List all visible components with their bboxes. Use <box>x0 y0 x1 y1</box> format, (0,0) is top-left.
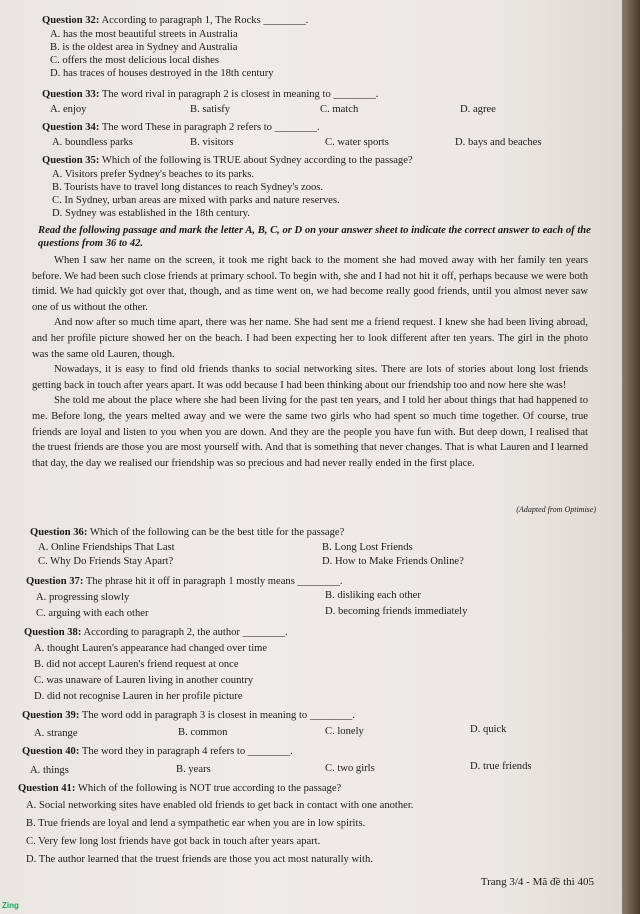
q34-option-c: C. water sports <box>325 137 389 148</box>
q37-option-d: D. becoming friends immediately <box>325 606 468 617</box>
page-footer: Trang 3/4 - Mã đề thi 405 <box>480 876 594 888</box>
q36-option-c: C. Why Do Friends Stay Apart? <box>38 556 174 567</box>
q32-stem: Question 32: According to paragraph 1, The Rocks ________. <box>42 15 309 26</box>
passage-paragraph-3: Nowadays, it is easy to find old friends thanks to social networking sites. There are lots of stories about long lost friends getting back in touch after years apart. It was odd because I had been thinking about our friendship too and now here she was! <box>32 364 588 391</box>
q37-option-b: B. disliking each other <box>325 590 421 601</box>
q38-option-c: C. was unaware of Lauren living in another country <box>34 675 254 686</box>
q35-option-d: D. Sydney was established in the 18th century. <box>52 208 250 219</box>
q33-option-d: D. agree <box>460 104 496 115</box>
q34-option-d: D. bays and beaches <box>455 137 542 148</box>
passage-paragraph-2: And now after so much time apart, there was her name. She had sent me a friend request. I knew she had been living abroad, and her profile picture showed her on the beach. I had been expecting her to look different after ten years. The girl in the photo was the same old Lauren, though. <box>32 317 588 360</box>
passage-instruction: Read the following passage and mark the letter A, B, C, or D on your answer sheet to indicate the correct answer to each of the questions from 36 to 42. <box>38 225 591 249</box>
page-edge-shadow <box>622 0 640 914</box>
q32-option-b: B. is the oldest area in Sydney and Australia <box>50 42 238 53</box>
q38-stem: Question 38: According to paragraph 2, the author ________. <box>24 627 288 638</box>
q36-option-d: D. How to Make Friends Online? <box>322 556 464 567</box>
q37-option-c: C. arguing with each other <box>36 608 149 619</box>
q33-option-b: B. satisfy <box>190 104 231 115</box>
q33-stem: Question 33: The word rival in paragraph 2 is closest in meaning to ________. <box>42 89 379 100</box>
q41-option-d: D. The author learned that the truest friends are those you act most naturally with. <box>26 854 373 865</box>
q39-option-d: D. quick <box>470 724 507 735</box>
q38-option-a: A. thought Lauren's appearance had changed over time <box>34 643 268 654</box>
passage-paragraph-1: When I saw her name on the screen, it took me right back to the moment she had moved away with her family ten years before. We had been such close friends at primary school. To begin with, she and I had not hit it off, perhaps because we were both timid. We had quickly got over that, though, and as time went on, we had become really good friends, until you almost never saw one of us without the other. <box>32 255 588 313</box>
passage-credit: (Adapted from Optimise) <box>516 505 596 514</box>
q36-option-a: A. Online Friendships That Last <box>38 542 175 553</box>
q40-option-a: A. things <box>30 765 69 776</box>
q32-option-c: C. offers the most delicious local dishes <box>50 55 219 66</box>
q35-option-a: A. Visitors prefer Sydney's beaches to its parks. <box>52 169 255 180</box>
q40-option-c: C. two girls <box>325 763 375 774</box>
q39-stem: Question 39: The word odd in paragraph 3 is closest in meaning to ________. <box>22 710 355 721</box>
zing-watermark: Zing <box>2 901 19 910</box>
q40-option-b: B. years <box>176 764 211 775</box>
q41-option-c: C. Very few long lost friends have got back in touch after years apart. <box>26 836 321 847</box>
q37-option-a: A. progressing slowly <box>36 592 130 603</box>
q35-option-b: B. Tourists have to travel long distances to reach Sydney's zoos. <box>52 182 324 193</box>
reading-passage <box>32 253 588 471</box>
q40-option-d: D. true friends <box>470 761 532 772</box>
q39-option-c: C. lonely <box>325 726 364 737</box>
q40-stem: Question 40: The word they in paragraph 4 refers to ________. <box>22 746 293 757</box>
q34-option-a: A. boundless parks <box>52 137 133 148</box>
q38-option-d: D. did not recognise Lauren in her profile picture <box>34 691 243 702</box>
q36-option-b: B. Long Lost Friends <box>322 542 413 553</box>
q37-stem: Question 37: The phrase hit it off in paragraph 1 mostly means ________. <box>26 576 343 587</box>
q32-option-a: A. has the most beautiful streets in Australia <box>50 29 238 40</box>
q41-option-a: A. Social networking sites have enabled old friends to get back in contact with one another. <box>26 800 414 811</box>
q39-option-a: A. strange <box>34 728 78 739</box>
q35-option-c: C. In Sydney, urban areas are mixed with parks and nature reserves. <box>52 195 340 206</box>
q35-stem: Question 35: Which of the following is TRUE about Sydney according to the passage? <box>42 155 413 166</box>
q36-stem: Question 36: Which of the following can be the best title for the passage? <box>30 527 345 538</box>
q33-option-a: A. enjoy <box>50 104 87 115</box>
q34-option-b: B. visitors <box>190 137 234 148</box>
passage-paragraph-4: She told me about the place where she had been living for the past ten years, and I told her about things that had happened to me. Before long, the years melted away and we were the same two girls who had spent so much time together. Of course, true friends are loyal and listen to you when you are down. And they are the people you have fun with. But deep down, I realised that the truest friends are those you are most yourself with. And that is something that never changes. That is what Lauren and I learned that day, the day we realised our friendship was so precious and had never really ended in the first place. <box>32 395 588 469</box>
q38-option-b: B. did not accept Lauren's friend request at once <box>34 659 239 670</box>
q33-option-c: C. match <box>320 104 359 115</box>
q34-stem: Question 34: The word These in paragraph 2 refers to ________. <box>42 122 320 133</box>
q39-option-b: B. common <box>178 727 228 738</box>
q41-option-b: B. True friends are loyal and lend a sympathetic ear when you are in low spirits. <box>26 818 366 829</box>
q41-stem: Question 41: Which of the following is NOT true according to the passage? <box>18 783 342 794</box>
q32-option-d: D. has traces of houses destroyed in the 18th century <box>50 68 274 79</box>
